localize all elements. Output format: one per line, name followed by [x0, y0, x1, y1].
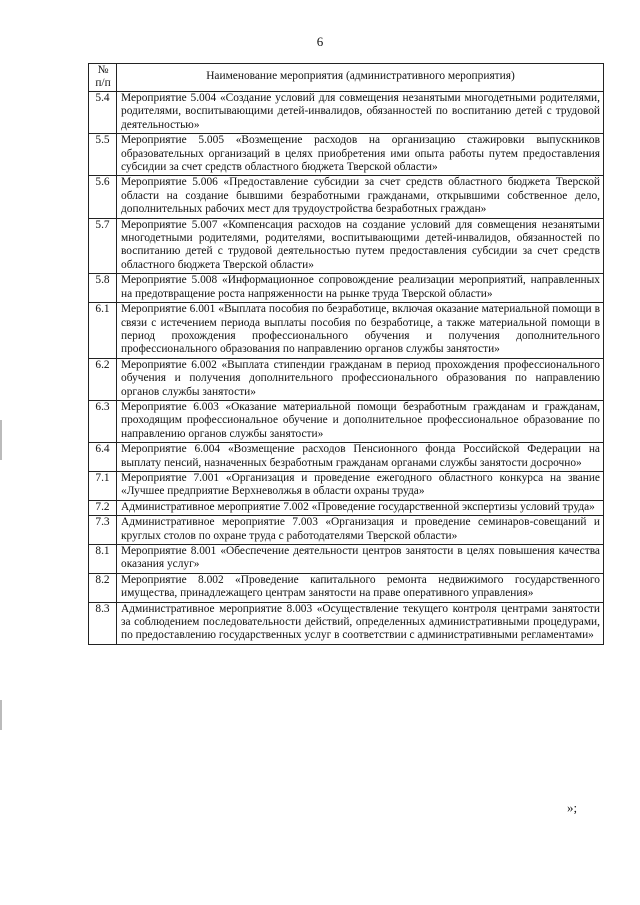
- row-text: Мероприятие 5.007 «Компенсация расходов на создание условий для совмещения незанятыми многодетными родителями, родителями, воспитывающими детей-инвалидов, обязанностей по воспитанию детей с трудовой деятельностью путем предоставления субсидии за счет средств областного бюджета Тверской области»: [117, 218, 604, 274]
- row-text: Мероприятие 6.003 «Оказание материальной помощи безработным гражданам и гражданам, проходящим профессиональное обучение и дополнительное профессиональное образование по направлению органов службы занятости»: [117, 400, 604, 442]
- row-text: Мероприятие 7.001 «Организация и проведение ежегодного областного конкурса на звание «Лучшее предприятие Верхневолжья в области охраны труда»: [117, 471, 604, 500]
- row-text: Мероприятие 6.002 «Выплата стипендии гражданам в период прохождения профессионального обучения и получения дополнительного профессионального образования по направлению органов службы занятости»: [117, 358, 604, 400]
- table-row: [89, 443, 604, 472]
- closing-quote-mark: »;: [567, 800, 578, 815]
- table-row: [89, 400, 604, 442]
- row-number: 5.8: [89, 274, 117, 303]
- scan-edge-mark: [0, 700, 2, 730]
- column-header-name-label: Наименование мероприятия (административного мероприятия): [206, 70, 515, 83]
- row-number: 7.3: [89, 516, 117, 545]
- measures-table: [88, 63, 604, 645]
- page-number: 6: [316, 34, 324, 49]
- row-text: Мероприятие 8.002 «Проведение капитального ремонта недвижимого государственного имущества, принадлежащего центрам занятости на праве оперативного управления»: [117, 573, 604, 602]
- row-number: 5.6: [89, 176, 117, 218]
- table-header-row: [89, 64, 604, 92]
- table-row: [89, 573, 604, 602]
- table-row: [89, 176, 604, 218]
- column-header-number-label: № п/п: [95, 64, 111, 89]
- row-text: Мероприятие 6.001 «Выплата пособия по безработице, включая оказание материальной помощи в связи с истечением периода выплаты пособия по безработице, а также материальной помощи в период прохождения профессионального обучения и получения дополнительного профессионального образования по направлению органов службы занятости»: [117, 303, 604, 359]
- row-text: Мероприятие 5.005 «Возмещение расходов на организацию стажировки выпускников образовательных организаций в целях приобретения ими опыта работы путем предоставления субсидии за счет средств областного бюджета Тверской области»: [117, 134, 604, 176]
- row-number: 5.7: [89, 218, 117, 274]
- table-row: [89, 545, 604, 574]
- row-number: 5.4: [89, 92, 117, 134]
- row-number: 6.4: [89, 443, 117, 472]
- scan-edge-mark: [0, 420, 2, 460]
- table-row: [89, 516, 604, 545]
- row-number: 7.2: [89, 500, 117, 515]
- table-row: [89, 602, 604, 644]
- table-row: [89, 274, 604, 303]
- table-row: [89, 92, 604, 134]
- table-row: [89, 471, 604, 500]
- row-number: 6.1: [89, 303, 117, 359]
- row-text: Административное мероприятие 7.002 «Проведение государственной экспертизы условий труда»: [117, 500, 604, 515]
- table-row: [89, 358, 604, 400]
- column-header-name: [117, 64, 604, 92]
- row-text: Административное мероприятие 7.003 «Организация и проведение семинаров-совещаний и круглых столов по охране труда с работодателями Тверской области»: [117, 516, 604, 545]
- table-row: [89, 303, 604, 359]
- row-number: 8.1: [89, 545, 117, 574]
- row-number: 7.1: [89, 471, 117, 500]
- row-number: 8.2: [89, 573, 117, 602]
- column-header-number: [89, 64, 117, 92]
- row-text: Мероприятие 8.001 «Обеспечение деятельности центров занятости в целях повышения качества оказания услуг»: [117, 545, 604, 574]
- table-row: [89, 500, 604, 515]
- row-text: Мероприятие 5.006 «Предоставление субсидии за счет средств областного бюджета Тверской области на создание бывшими безработными гражданами, открывшими собственное дело, дополнительных рабочих мест для трудоустройства безработных граждан»: [117, 176, 604, 218]
- row-number: 5.5: [89, 134, 117, 176]
- row-text: Мероприятие 5.008 «Информационное сопровождение реализации мероприятий, направленных на предотвращение роста напряженности на рынке труда Тверской области»: [117, 274, 604, 303]
- table-row: [89, 218, 604, 274]
- row-number: 6.2: [89, 358, 117, 400]
- row-text: Административное мероприятие 8.003 «Осуществление текущего контроля центрами занятости за соблюдением последовательности действий, определенных административными процедурами, по предоставлению государственных услуг в соответствии с административными регламентами»: [117, 602, 604, 644]
- row-number: 6.3: [89, 400, 117, 442]
- row-text: Мероприятие 6.004 «Возмещение расходов Пенсионного фонда Российской Федерации на выплату пенсий, назначенных безработным гражданам органами службы занятости досрочно»: [117, 443, 604, 472]
- table-row: [89, 134, 604, 176]
- row-text: Мероприятие 5.004 «Создание условий для совмещения незанятыми многодетными родителями, родителями, воспитывающими детей-инвалидов, обязанностей по воспитанию детей с трудовой деятельностью»: [117, 92, 604, 134]
- row-number: 8.3: [89, 602, 117, 644]
